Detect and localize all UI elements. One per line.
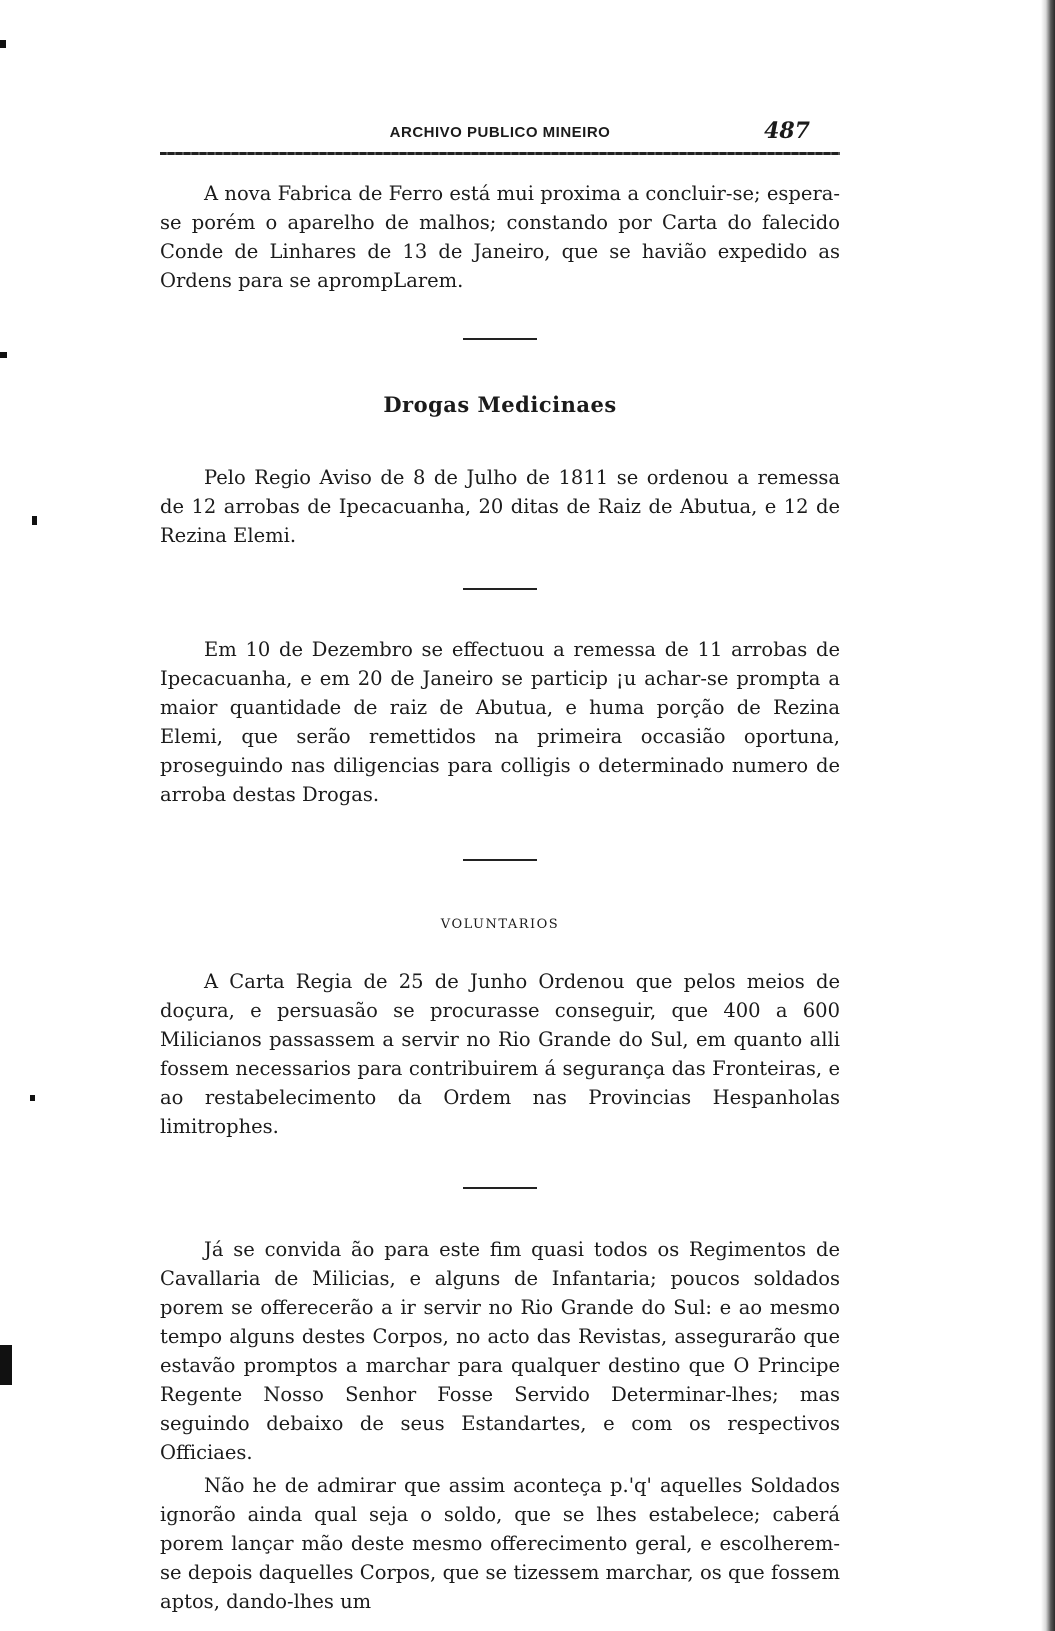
paragraph-carta-regia: A Carta Regia de 25 de Junho Ordenou que pelos meios de doçura, e persuasão se procurasse conseguir, que 400 a 600 Milicianos passassem a servir no Rio Grande do Sul, em quanto alli fossem necessarios para contribuirem á segurança das Fronteiras, e ao restabelecimento da Ordem nas Provincias Hespanholas limitrophes. [160, 970, 840, 1138]
page-number: 487 [764, 118, 810, 144]
paragraph-remessa: Em 10 de Dezembro se effectuou a remessa de 11 arrobas de Ipecacuanha, e em 20 de Janeiro se particip ¡u achar-se prompta a maior quantidade de raiz de Abutua, e huma porção de Rezina Elemi, que serão remettidos na primeira occasião oportuna, proseguindo nas diligencias para colligis o determinado numero de arroba destas Drogas. [160, 638, 840, 806]
margin-speck [0, 352, 7, 358]
margin-speck [32, 516, 37, 525]
document-page [160, 118, 840, 1616]
margin-speck [0, 1345, 12, 1385]
section-separator [463, 1187, 537, 1189]
margin-speck [30, 1095, 35, 1101]
section-separator [463, 588, 537, 590]
section-separator [463, 859, 537, 861]
running-head [160, 118, 840, 146]
header-rule [160, 152, 840, 155]
margin-speck [0, 40, 6, 48]
section-title-voluntarios: VOLUNTARIOS [440, 917, 560, 932]
paragraph-aviso: Pelo Regio Aviso de 8 de Julho de 1811 se ordenou a remessa de 12 arrobas de Ipecacuanha, 20 ditas de Raiz de Abutua, e 12 de Rezina Elemi. [160, 466, 840, 547]
paragraph-soldados: Não he de admirar que assim aconteça p.'q' aquelles Soldados ignorão ainda qual seja o soldo, que se lhes estabelece; caberá porem lançar mão deste mesmo offerecimento geral, e escolherem-se depois daquelles Corpos, que se tizessem marchar, os que fossem aptos, dando-lhes um [160, 1474, 840, 1613]
paragraph-regimentos: Já se convida ão para este fim quasi todos os Regimentos de Cavallaria de Milicias, e alguns de Infantaria; poucos soldados porem se offerecerão a ir servir no Rio Grande do Sul: e ao mesmo tempo alguns destes Corpos, no acto das Revistas, assegurarão que estavão promptos a marchar para qualquer destino que O Principe Regente Nosso Senhor Fosse Servido Determinar-lhes; mas seguindo debaixo de seus Estandartes, e com os respectivos Officiaes. [160, 1238, 840, 1464]
section-title-drogas: Drogas Medicinaes [383, 392, 617, 417]
scan-edge [1041, 0, 1055, 1631]
paragraph-fabrica: A nova Fabrica de Ferro está mui proxima a concluir-se; espera-se porém o aparelho de malhos; constando por Carta do falecido Conde de Linhares de 13 de Janeiro, que se havião expedido as Ordens para se aprompLarem. [160, 182, 840, 292]
section-separator [463, 338, 537, 340]
running-title: ARCHIVO PUBLICO MINEIRO [389, 124, 611, 141]
